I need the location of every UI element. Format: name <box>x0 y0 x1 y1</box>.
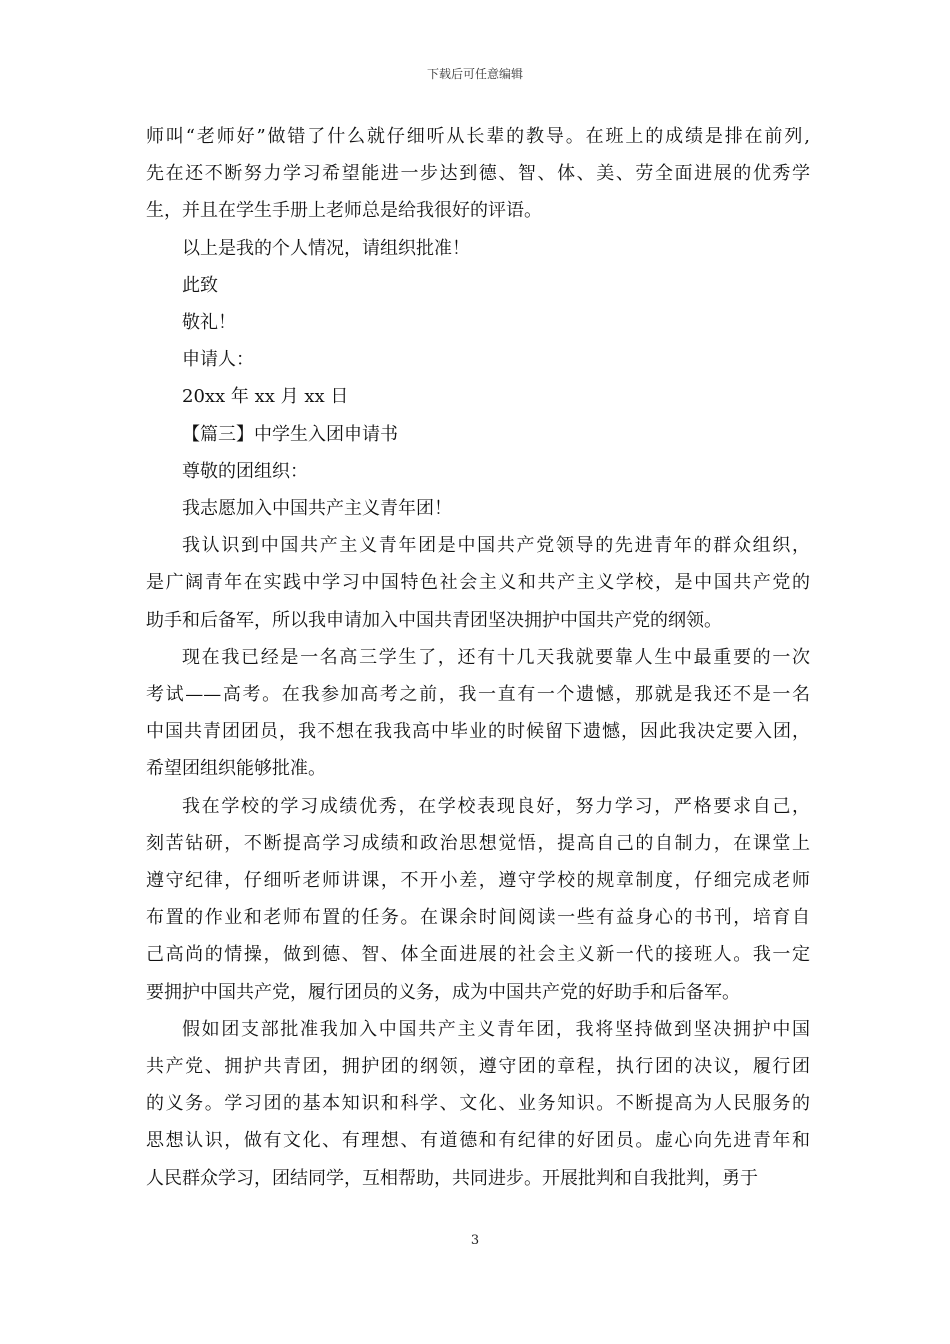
page-number: 3 <box>470 1233 480 1248</box>
text-line: 希望团组织能够批准。 <box>146 758 326 780</box>
text-line: 敬礼！ <box>182 312 236 334</box>
text-line: 考试——高考。在我参加高考之前，我一直有一个遗憾，那就是我还不是一名 <box>146 684 810 706</box>
text-line: 刻苦钻研，不断提高学习成绩和政治思想觉悟，提高自己的自制力，在课堂上 <box>146 832 810 854</box>
paragraph <box>146 788 810 1011</box>
page-header: 下载后可任意编辑 <box>426 67 523 81</box>
paragraph <box>146 639 810 788</box>
text-line: 是广阔青年在实践中学习中国特色社会主义和共产主义学校，是中国共产党的 <box>146 572 810 594</box>
text-line: 以上是我的个人情况，请组织批准！ <box>182 237 470 259</box>
text-line: 我认识到中国共产主义青年团是中国共产党领导的先进青年的群众组织， <box>182 535 810 557</box>
text-line: 共产党、拥护共青团，拥护团的纲领，遵守团的章程，执行团的决议，履行团 <box>146 1056 810 1078</box>
text-line: 现在我已经是一名高三学生了，还有十几天我就要靠人生中最重要的一次 <box>182 646 810 668</box>
paragraph <box>146 490 810 527</box>
text-line: 20xx 年 xx 月 xx 日 <box>182 386 349 408</box>
paragraph <box>146 341 810 378</box>
text-line: 假如团支部批准我加入中国共产主义青年团，我将坚持做到坚决拥护中国 <box>182 1018 810 1040</box>
paragraph <box>146 267 810 304</box>
text-line: 遵守纪律，仔细听老师讲课，不开小差，遵守学校的规章制度，仔细完成老师 <box>146 870 810 892</box>
text-line: 此致 <box>182 274 218 296</box>
text-line: 尊敬的团组织： <box>182 460 308 482</box>
text-line: 要拥护中国共产党，履行团员的义务，成为中国共产党的好助手和后备军。 <box>146 981 740 1003</box>
paragraph <box>146 378 810 415</box>
text-line: 助手和后备军，所以我申请加入中国共青团坚决拥护中国共产党的纲领。 <box>146 609 722 631</box>
paragraph <box>146 304 810 341</box>
document-body <box>146 118 810 1197</box>
text-line: 己高尚的情操，做到德、智、体全面进展的社会主义新一代的接班人。我一定 <box>146 944 810 966</box>
text-line: 师叫“老师好”做错了什么就仔细听从长辈的教导。在班上的成绩是排在前列, <box>146 126 810 147</box>
text-line: 布置的作业和老师布置的任务。在课余时间阅读一些有益身心的书刊，培育自 <box>146 907 810 929</box>
text-line: 我在学校的学习成绩优秀，在学校表现良好，努力学习，严格要求自己， <box>182 795 810 817</box>
text-line: 生，并且在学生手册上老师总是给我很好的评语。 <box>146 200 542 222</box>
text-line: 【篇三】中学生入团申请书 <box>182 423 398 445</box>
text-line: 中国共青团团员，我不想在我我高中毕业的时候留下遗憾，因此我决定要入团， <box>146 721 810 743</box>
text-line: 先在还不断努力学习希望能进一步达到德、智、体、美、劳全面进展的优秀学 <box>146 163 810 185</box>
paragraph <box>146 416 810 453</box>
paragraph <box>146 1011 810 1197</box>
paragraph <box>146 230 810 267</box>
text-line: 申请人： <box>182 349 254 371</box>
paragraph <box>146 527 810 639</box>
paragraph <box>146 453 810 490</box>
text-line: 思想认识，做有文化、有理想、有道德和有纪律的好团员。虚心向先进青年和 <box>146 1130 810 1152</box>
text-line: 我志愿加入中国共产主义青年团！ <box>182 498 452 520</box>
text-line: 人民群众学习，团结同学，互相帮助，共同进步。开展批判和自我批判，勇于 <box>146 1167 758 1189</box>
paragraph <box>146 118 810 230</box>
text-line: 的义务。学习团的基本知识和科学、文化、业务知识。不断提高为人民服务的 <box>146 1093 810 1115</box>
